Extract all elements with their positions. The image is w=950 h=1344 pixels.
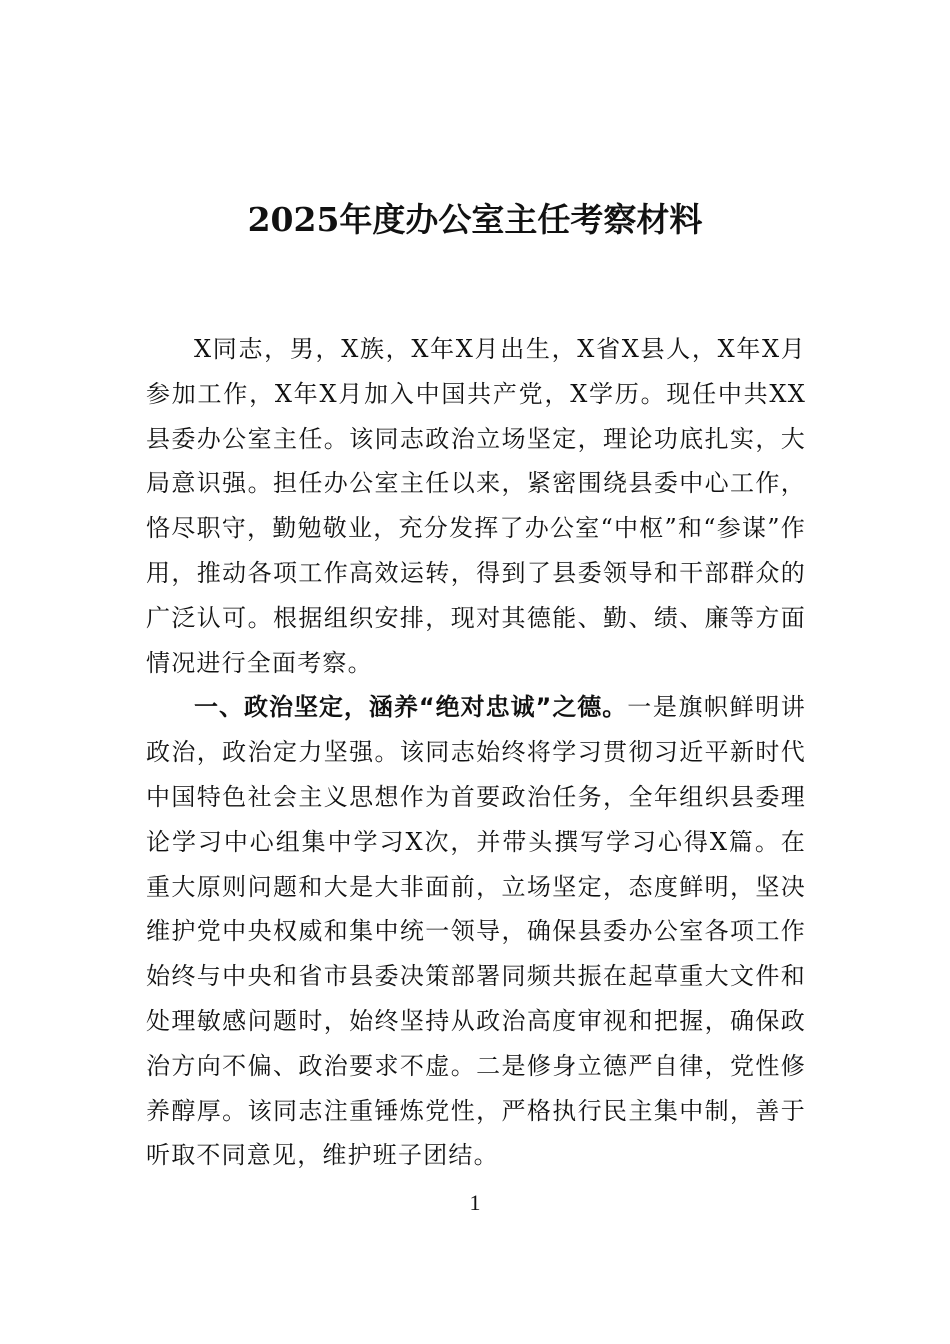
page-number: 1: [469, 1190, 481, 1215]
intro-paragraph: X同志，男，X族，X年X月出生，X省X县人，X年X月参加工作，X年X月加入中国共产党，X学历。现任中共XX县委办公室主任。该同志政治立场坚定，理论功底扎实，大局意识强。担任办公室主任以来，紧密围绕县委中心工作，恪尽职守，勤勉敬业，充分发挥了办公室“中枢”和“参谋”作用，推动各项工作高效运转，得到了县委领导和干部群众的广泛认可。根据组织安排，现对其德能、勤、绩、廉等方面情况进行全面考察。: [146, 335, 806, 677]
document-body: [146, 327, 806, 1178]
section-one-text: 一是旗帜鲜明讲政治，政治定力坚强。该同志始终将学习贯彻习近平新时代中国特色社会主义思想作为首要政治任务，全年组织县委理论学习中心组集中学习X次，并带头撰写学习心得X篇。在重大原则问题和大是大非面前，立场坚定，态度鲜明，坚决维护党中央权威和集中统一领导，确保县委办公室各项工作始终与中央和省市县委决策部署同频共振在起草重大文件和处理敏感问题时，始终坚持从政治高度审视和把握，确保政治方向不偏、政治要求不虚。二是修身立德严自律，党性修养醇厚。该同志注重锤炼党性，严格执行民主集中制，善于听取不同意见，维护班子团结。: [146, 693, 806, 1170]
section-one-heading: 一、政治坚定，涵养“绝对忠诚”之德。: [194, 693, 628, 722]
section-one-paragraph: [146, 685, 806, 1178]
document-title: 2025年度办公室主任考察材料: [247, 200, 703, 239]
